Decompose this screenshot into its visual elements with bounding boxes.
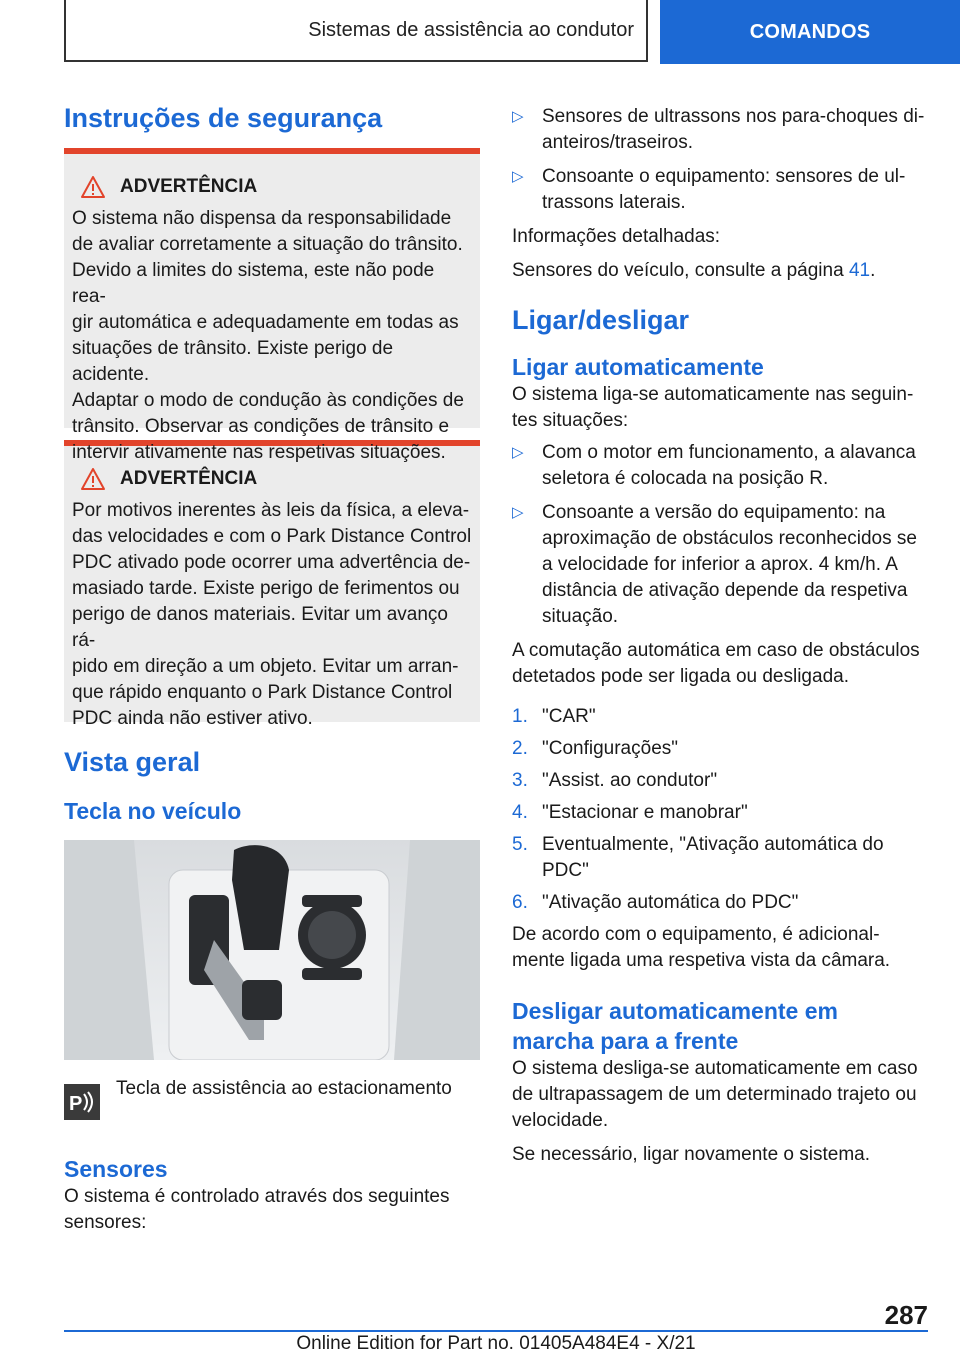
heading-key-in-vehicle: Tecla no veículo — [64, 798, 242, 824]
page-link[interactable]: 41 — [848, 260, 871, 281]
header-section-title — [64, 0, 648, 62]
details-label: Informações detalhadas: — [512, 226, 721, 247]
footer-divider — [64, 1330, 928, 1332]
sensor-list — [512, 104, 928, 216]
camera-view-text: De acordo com o equipamento, é adicional- mente ligada uma respetiva vista da câmara. — [512, 924, 891, 971]
triangle-bullet-icon: ▷ — [512, 444, 524, 461]
warning-body: Por motivos inerentes às leis da física, a eleva- das velocidades e com o Park Distance Control PDC ativado pode ocorrer uma advertência de- masiado tarde. Existe perigo de ferimentos ou perigo de danos materiais. Evitar um avanço rá- pido em direção a um objeto. Evitar um arran- que rápido enquanto o Park Distance Control PDC ainda não estiver ativo. — [72, 500, 472, 729]
heading-auto-off: Desligar automaticamente em marcha para a frente — [512, 998, 838, 1054]
warning-box-1 — [64, 148, 480, 463]
warning-triangle-icon — [80, 467, 106, 491]
triangle-bullet-icon: ▷ — [512, 168, 524, 185]
list-item: ▷ Consoante o equipamento: sensores de ul- trassons laterais. — [512, 166, 906, 213]
heading-safety: Instruções de segurança — [64, 103, 383, 133]
step-item: 3. "Assist. ao condutor" — [512, 770, 718, 791]
auto-off-text: O sistema desliga-se automaticamente em caso de ultrapassagem de um determinado trajeto ou velocidade. — [512, 1058, 918, 1131]
heading-overview: Vista geral — [64, 747, 201, 777]
auto-switch-text: A comutação automática em caso de obstáculos detetados pode ser ligada ou desligada. — [512, 640, 920, 687]
warning-title: ADVERTÊNCIA — [80, 466, 472, 492]
triangle-bullet-icon: ▷ — [512, 504, 524, 521]
warning-title: ADVERTÊNCIA — [80, 174, 472, 200]
list-item: ▷ Com o motor em funcionamento, a alavanca seletora é colocada na posição R. — [512, 442, 916, 489]
steps-list — [512, 704, 928, 916]
header-tab — [660, 0, 960, 64]
heading-sensors: Sensores — [64, 1156, 168, 1182]
warning-triangle-icon — [80, 175, 106, 199]
caption-text: Tecla de assistência ao estacionamento — [116, 1078, 452, 1099]
auto-on-intro: O sistema liga-se automaticamente nas seguin- tes situações: — [512, 384, 914, 431]
heading-auto-on: Ligar automaticamente — [512, 354, 764, 380]
svg-text:P: P — [69, 1093, 83, 1115]
restart-text: Se necessário, ligar novamente o sistema. — [512, 1144, 871, 1165]
step-item: 6. "Ativação automática do PDC" — [512, 892, 799, 913]
tab-label: COMANDOS — [749, 20, 871, 43]
warning-box-2 — [64, 440, 480, 729]
section-title: Sistemas de assistência ao condutor — [308, 18, 634, 41]
page-number: 287 — [884, 1300, 928, 1330]
warning-body: O sistema não dispensa da responsabilidade de avaliar corretamente a situação do trânsito. Devido a limites do sistema, este não pode rea- gir automática e adequadamente em todas as situações de trânsito. Existe perigo de acidente. Adaptar o modo de condução às condições de trânsito. Observar as condições de trânsito e intervir ativamente nas respetivas situações. — [72, 208, 464, 463]
step-item: 5. Eventualmente, "Ativação automática do PDC" — [512, 834, 884, 881]
step-item: 4. "Estacionar e manobrar" — [512, 802, 748, 823]
step-item: 2. "Configurações" — [512, 738, 679, 759]
left-column — [64, 100, 480, 1236]
heading-on-off: Ligar/desligar — [512, 305, 690, 335]
right-column — [512, 104, 928, 1168]
step-item: 1. "CAR" — [512, 706, 596, 727]
center-console-photo — [64, 840, 480, 1060]
image-caption — [64, 1076, 480, 1120]
parking-assist-button-icon — [64, 1084, 100, 1120]
center-console-image — [64, 840, 480, 1060]
triangle-bullet-icon: ▷ — [512, 108, 524, 125]
sensors-intro: O sistema é controlado através dos seguintes sensores: — [64, 1186, 450, 1233]
auto-on-list — [512, 440, 928, 630]
see-page-reference: Sensores do veículo, consulte a página 41. — [512, 260, 876, 281]
list-item: ▷ Consoante a versão do equipamento: na aproximação de obstáculos reconhecidos se a velocidade for inferior a aprox. 4 km/h. A distância de ativação depende da respetiva situação. — [512, 502, 917, 627]
footer-edition: Online Edition for Part no. 01405A484E4 - X/21 — [296, 1333, 696, 1354]
list-item: ▷ Sensores de ultrassons nos para-choques di- anteiros/traseiros. — [512, 106, 925, 153]
